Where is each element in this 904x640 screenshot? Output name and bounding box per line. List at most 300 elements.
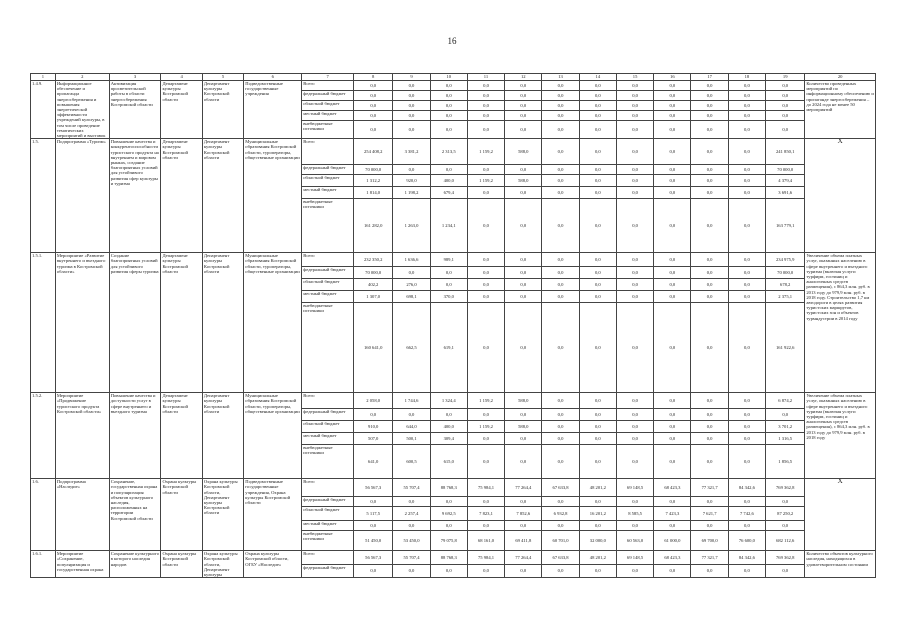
value-cell: 0,0 — [728, 497, 765, 507]
value-cell: 0,0 — [505, 564, 542, 578]
value-cell: 163 779,1 — [766, 199, 805, 253]
source-cell: внебюджетные источники — [302, 199, 354, 253]
value-cell: 0,0 — [616, 421, 653, 433]
value-cell: 84 342,6 — [728, 551, 765, 565]
value-cell: 48 201,2 — [579, 551, 616, 565]
header-cell: 6 — [244, 74, 302, 81]
value-cell: 32 000,0 — [579, 531, 616, 551]
value-cell: 0,0 — [505, 303, 542, 393]
value-cell: 0,0 — [654, 139, 691, 165]
source-cell: местный бюджет — [302, 111, 354, 121]
value-cell: 0,0 — [728, 139, 765, 165]
value-cell: 69 148,5 — [616, 479, 653, 497]
value-cell: 402,2 — [354, 279, 393, 291]
value-cell: 0,0 — [393, 81, 430, 91]
source-cell: Всего — [302, 81, 354, 91]
value-cell: 769 362,8 — [766, 551, 805, 565]
value-cell: 0,0 — [579, 393, 616, 409]
value-cell: 7 423,3 — [654, 507, 691, 521]
value-cell: 0,0 — [766, 81, 805, 91]
value-cell: 0,0 — [579, 564, 616, 578]
value-cell: 0,0 — [430, 409, 467, 421]
cell-resp: Департамент культуры Костромской области — [161, 393, 202, 479]
value-cell: 0,0 — [691, 267, 728, 279]
value-cell: 0,0 — [467, 267, 504, 279]
value-cell: 0,0 — [579, 433, 616, 445]
value-cell: 1 744,6 — [393, 393, 430, 409]
cell-recipients: Подведомственные государственные учреждения, Охрана культуры Костромской области — [244, 479, 302, 551]
value-cell: 0,0 — [728, 303, 765, 393]
value-cell: 0,0 — [393, 521, 430, 531]
value-cell: 0,0 — [430, 91, 467, 101]
value-cell: 0,0 — [542, 393, 579, 409]
value-cell: 55 707,4 — [393, 479, 430, 497]
value-cell: 56 567,3 — [354, 551, 393, 565]
value-cell: 0,0 — [467, 101, 504, 111]
value-cell: 0,0 — [616, 564, 653, 578]
value-cell: 910,0 — [354, 421, 393, 433]
value-cell: 0,0 — [579, 165, 616, 175]
value-cell: 5 117,5 — [354, 507, 393, 521]
header-cell: 14 — [579, 74, 616, 81]
source-cell: Всего — [302, 479, 354, 497]
value-cell: 0,0 — [766, 409, 805, 421]
value-cell: 0,0 — [467, 521, 504, 531]
value-cell: 0,0 — [430, 101, 467, 111]
value-cell: 0,0 — [542, 267, 579, 279]
value-cell: 0,0 — [354, 101, 393, 111]
budget-table — [30, 73, 876, 578]
value-cell: 3 381,2 — [393, 139, 430, 165]
cell-id: 1.4.9. — [31, 81, 56, 139]
value-cell: 0,0 — [728, 199, 765, 253]
value-cell: 920,0 — [393, 175, 430, 187]
cell-name: Мероприятие «Сохранение, популяризация и государственная охрана — [55, 551, 109, 578]
value-cell: 0,0 — [654, 421, 691, 433]
value-cell: 0,0 — [728, 521, 765, 531]
value-cell: 0,0 — [654, 521, 691, 531]
value-cell: 1 159,2 — [467, 393, 504, 409]
value-cell: 161 282,0 — [354, 199, 393, 253]
value-cell: 0,0 — [579, 81, 616, 91]
value-cell: 0,0 — [654, 253, 691, 267]
value-cell: 0,0 — [393, 165, 430, 175]
value-cell: 234 975,9 — [766, 253, 805, 267]
cell-coexec: Департамент культуры Костромской области — [202, 393, 243, 479]
cell-goal: Повышение качества и доступности услуг в сфере внутреннего и въездного туризма — [109, 393, 161, 479]
value-cell: 0,0 — [505, 409, 542, 421]
value-cell: 48 201,2 — [579, 479, 616, 497]
value-cell: 53 450,0 — [393, 531, 430, 551]
value-cell: 0,0 — [542, 521, 579, 531]
value-cell: 0,0 — [766, 121, 805, 139]
value-cell: 0,0 — [616, 303, 653, 393]
value-cell: 0,0 — [505, 497, 542, 507]
value-cell: 70 000,0 — [766, 267, 805, 279]
cell-resp: Департамент культуры Костромской области — [161, 253, 202, 393]
cell-id: 1.6. — [31, 479, 56, 551]
value-cell: 0,0 — [467, 303, 504, 393]
cell-name: Подпрограмма «Туризм» — [55, 139, 109, 253]
source-cell: Всего — [302, 139, 354, 165]
source-cell: областной бюджет — [302, 101, 354, 111]
cell-goal: Повышение качества и конкурентоспособности туристского продукта на внутреннем и мировом рынках, создание благоприятных условий для устойчивого развития сфер культуры и туризма — [109, 139, 161, 253]
value-cell: 0,0 — [579, 111, 616, 121]
value-cell: 0,0 — [728, 291, 765, 303]
value-cell: 0,0 — [505, 253, 542, 267]
value-cell: 0,0 — [542, 303, 579, 393]
value-cell: 0,0 — [728, 267, 765, 279]
value-cell: 0,0 — [579, 409, 616, 421]
table-row — [31, 81, 876, 91]
value-cell: 989,1 — [430, 253, 467, 267]
value-cell: 0,0 — [654, 111, 691, 121]
value-cell: 370,0 — [430, 291, 467, 303]
cell-recipients: Подведомственные государственные учреждения — [244, 81, 302, 139]
cell-recipients: Муниципальные образования Костромской области, туроператоры, общественные организации — [244, 253, 302, 393]
value-cell: 6 932,8 — [542, 507, 579, 521]
value-cell: 77 321,7 — [691, 479, 728, 497]
value-cell: 0,0 — [616, 445, 653, 479]
value-cell: 0,0 — [430, 111, 467, 121]
value-cell: 0,0 — [505, 187, 542, 199]
value-cell: 769 362,8 — [766, 479, 805, 497]
value-cell: 7 742,6 — [728, 507, 765, 521]
value-cell: 2 058,0 — [354, 393, 393, 409]
source-cell: федеральный бюджет — [302, 409, 354, 421]
value-cell: 0,0 — [691, 199, 728, 253]
value-cell: 6 874,2 — [766, 393, 805, 409]
value-cell: 0,0 — [354, 409, 393, 421]
header-cell: 2 — [55, 74, 109, 81]
cell-recipients: Муниципальные образования Костромской области, туроператоры, общественные организации — [244, 139, 302, 253]
value-cell: 1 263,0 — [393, 199, 430, 253]
value-cell: 0,0 — [393, 111, 430, 121]
header-cell: 1 — [31, 74, 56, 81]
value-cell: 0,0 — [542, 187, 579, 199]
value-cell: 0,0 — [691, 101, 728, 111]
value-cell: 0,0 — [691, 175, 728, 187]
source-cell: внебюджетные источники — [302, 303, 354, 393]
value-cell: 0,0 — [616, 279, 653, 291]
value-cell: 60 563,0 — [616, 531, 653, 551]
cell-name: Мероприятие «Развитие внутреннего и въездного туризма в Костромской области» — [55, 253, 109, 393]
table-row — [31, 393, 876, 409]
value-cell: 241 850,1 — [766, 139, 805, 165]
value-cell: 68 423,3 — [654, 551, 691, 565]
header-cell: 12 — [505, 74, 542, 81]
cell-name: Мероприятие «Продвижение туристского продукта Костромской области» — [55, 393, 109, 479]
value-cell: 0,0 — [728, 81, 765, 91]
value-cell: 0,0 — [505, 433, 542, 445]
value-cell: 0,0 — [467, 409, 504, 421]
cell-coexec: Департамент культуры Костромской области — [202, 253, 243, 393]
value-cell: 698,1 — [393, 291, 430, 303]
value-cell: 0,0 — [467, 445, 504, 479]
value-cell: 69 700,0 — [691, 531, 728, 551]
value-cell: 662,5 — [393, 303, 430, 393]
value-cell: 0,0 — [354, 121, 393, 139]
value-cell: 0,0 — [766, 521, 805, 531]
value-cell: 0,0 — [766, 564, 805, 578]
value-cell: 619,1 — [430, 303, 467, 393]
value-cell: 0,0 — [654, 497, 691, 507]
value-cell: 161 922,6 — [766, 303, 805, 393]
value-cell: 0,0 — [542, 121, 579, 139]
cell-goal: Сохранение, государственная охрана и популяризация объектов культурного наследия, расположенных на территории Костромской области — [109, 479, 161, 551]
value-cell: 0,0 — [691, 279, 728, 291]
value-cell: 588,0 — [505, 139, 542, 165]
value-cell: 0,0 — [467, 165, 504, 175]
value-cell: 0,0 — [579, 279, 616, 291]
value-cell: 0,0 — [654, 101, 691, 111]
value-cell: 0,0 — [430, 121, 467, 139]
value-cell: 0,0 — [728, 175, 765, 187]
value-cell: 500,1 — [393, 433, 430, 445]
result-cell: X — [805, 139, 876, 253]
value-cell: 588,0 — [505, 175, 542, 187]
value-cell: 0,0 — [505, 111, 542, 121]
value-cell: 0,0 — [505, 291, 542, 303]
header-cell: 18 — [728, 74, 765, 81]
value-cell: 0,0 — [728, 445, 765, 479]
value-cell: 0,0 — [467, 291, 504, 303]
value-cell: 1 198,2 — [393, 187, 430, 199]
source-cell: областной бюджет — [302, 507, 354, 521]
value-cell: 0,0 — [654, 267, 691, 279]
header-cell: 7 — [302, 74, 354, 81]
value-cell: 77 321,7 — [691, 551, 728, 565]
value-cell: 0,0 — [467, 497, 504, 507]
value-cell: 0,0 — [728, 564, 765, 578]
value-cell: 2 257,4 — [393, 507, 430, 521]
source-cell: Всего — [302, 551, 354, 565]
cell-goal: Создание благоприятных условий для устойчивого развития сферы туризма — [109, 253, 161, 393]
value-cell: 0,0 — [579, 199, 616, 253]
value-cell: 0,0 — [430, 81, 467, 91]
header-cell: 5 — [202, 74, 243, 81]
value-cell: 0,0 — [505, 121, 542, 139]
page-number: 16 — [447, 36, 457, 46]
value-cell: 0,0 — [354, 111, 393, 121]
value-cell: 0,0 — [430, 279, 467, 291]
value-cell: 70 000,0 — [766, 165, 805, 175]
value-cell: 0,0 — [691, 291, 728, 303]
header-cell: 16 — [654, 74, 691, 81]
value-cell: 0,0 — [542, 139, 579, 165]
value-cell: 0,0 — [728, 279, 765, 291]
value-cell: 0,0 — [542, 101, 579, 111]
value-cell: 2 313,5 — [430, 139, 467, 165]
value-cell: 309,4 — [430, 433, 467, 445]
value-cell: 9 692,5 — [430, 507, 467, 521]
cell-goal: Активизация просветительской работы в области энергосбережения Костромской области — [109, 81, 161, 139]
value-cell: 400,0 — [430, 175, 467, 187]
value-cell: 0,0 — [579, 445, 616, 479]
value-cell: 0,0 — [616, 139, 653, 165]
value-cell: 678,2 — [766, 279, 805, 291]
source-cell: Всего — [302, 253, 354, 267]
value-cell: 0,0 — [579, 187, 616, 199]
source-cell: федеральный бюджет — [302, 497, 354, 507]
value-cell: 0,0 — [354, 521, 393, 531]
value-cell: 0,0 — [654, 81, 691, 91]
value-cell: 0,0 — [691, 421, 728, 433]
value-cell: 0,0 — [579, 101, 616, 111]
source-cell: Всего — [302, 393, 354, 409]
value-cell: 0,0 — [393, 91, 430, 101]
value-cell: 0,0 — [542, 421, 579, 433]
cell-resp: Департамент культуры Костромской области — [161, 139, 202, 253]
cell-coexec: Департамент культуры Костромской области — [202, 139, 243, 253]
value-cell: 75 984,1 — [467, 551, 504, 565]
header-cell: 19 — [766, 74, 805, 81]
table-row — [31, 479, 876, 497]
value-cell: 1 856,5 — [766, 445, 805, 479]
source-cell: областной бюджет — [302, 279, 354, 291]
value-cell: 0,0 — [467, 199, 504, 253]
value-cell: 69 148,5 — [616, 551, 653, 565]
value-cell: 0,0 — [616, 175, 653, 187]
value-cell: 0,0 — [766, 101, 805, 111]
value-cell: 679,4 — [430, 187, 467, 199]
value-cell: 0,0 — [354, 91, 393, 101]
value-cell: 88 768,3 — [430, 551, 467, 565]
value-cell: 0,0 — [728, 409, 765, 421]
value-cell: 61 000,0 — [654, 531, 691, 551]
cell-id: 1.6.1. — [31, 551, 56, 578]
value-cell: 0,0 — [505, 521, 542, 531]
header-cell: 13 — [542, 74, 579, 81]
value-cell: 0,0 — [616, 497, 653, 507]
value-cell: 0,0 — [654, 433, 691, 445]
value-cell: 0,0 — [691, 187, 728, 199]
value-cell: 0,0 — [542, 253, 579, 267]
table-row — [31, 253, 876, 267]
source-cell: федеральный бюджет — [302, 267, 354, 279]
value-cell: 0,0 — [691, 91, 728, 101]
value-cell: 0,0 — [467, 111, 504, 121]
value-cell: 0,0 — [654, 279, 691, 291]
value-cell: 1 234,1 — [430, 199, 467, 253]
value-cell: 0,0 — [579, 91, 616, 101]
value-cell: 1 312,2 — [354, 175, 393, 187]
value-cell: 0,0 — [691, 445, 728, 479]
value-cell: 0,0 — [542, 564, 579, 578]
value-cell: 0,0 — [616, 199, 653, 253]
source-cell: местный бюджет — [302, 291, 354, 303]
value-cell: 7 852,6 — [505, 507, 542, 521]
value-cell: 588,0 — [505, 393, 542, 409]
value-cell: 0,0 — [616, 121, 653, 139]
result-cell: Увеличение объема платных услуг, оказанных населению в сфере внутреннего и въездного туризма (включая услуги турфирм, гостиниц и аналогичных средств размещения), с 864,3 млн. руб. в 2013 году до 979,9 млн. руб. в 2018 году. Строительство 1,7 км автодороги в целях развития туристских маршрутов, туристских зон и объектов турмндустрии в 2014 году — [805, 253, 876, 393]
value-cell: 8 585,5 — [616, 507, 653, 521]
value-cell: 400,0 — [430, 421, 467, 433]
value-cell: 0,0 — [542, 279, 579, 291]
value-cell: 600,5 — [393, 445, 430, 479]
value-cell: 0,0 — [467, 91, 504, 101]
value-cell: 0,0 — [766, 91, 805, 101]
value-cell: 0,0 — [691, 165, 728, 175]
value-cell: 0,0 — [430, 521, 467, 531]
value-cell: 0,0 — [616, 267, 653, 279]
source-cell: областной бюджет — [302, 175, 354, 187]
value-cell: 0,0 — [542, 433, 579, 445]
cell-resp: Департамент культуры Костромской области — [161, 81, 202, 139]
value-cell: 0,0 — [616, 291, 653, 303]
value-cell: 0,0 — [654, 393, 691, 409]
value-cell: 0,0 — [579, 267, 616, 279]
value-cell: 0,0 — [354, 564, 393, 578]
value-cell: 0,0 — [579, 303, 616, 393]
result-cell: Увеличение объема платных услуг, оказанных населению в сфере внутреннего и въездного туризма (включая услуги турфирм, гостиниц и аналогичных средств размещения), с 864,3 млн. руб. в 2013 году до 979,9 млн. руб. в 2018 году — [805, 393, 876, 479]
value-cell: 0,0 — [505, 199, 542, 253]
value-cell: 0,0 — [393, 121, 430, 139]
value-cell: 644,0 — [393, 421, 430, 433]
value-cell: 1 159,2 — [467, 175, 504, 187]
value-cell: 2 375,1 — [766, 291, 805, 303]
value-cell: 0,0 — [467, 433, 504, 445]
source-cell: внебюджетные источники — [302, 531, 354, 551]
value-cell: 0,0 — [616, 393, 653, 409]
source-cell: местный бюджет — [302, 433, 354, 445]
value-cell: 254 408,2 — [354, 139, 393, 165]
value-cell: 16 201,2 — [579, 507, 616, 521]
value-cell: 7 823,1 — [467, 507, 504, 521]
value-cell: 0,0 — [579, 291, 616, 303]
result-cell: X — [805, 479, 876, 551]
value-cell: 0,0 — [691, 564, 728, 578]
value-cell: 0,0 — [467, 279, 504, 291]
value-cell: 0,0 — [616, 433, 653, 445]
header-cell: 3 — [109, 74, 161, 81]
value-cell: 0,0 — [654, 91, 691, 101]
value-cell: 0,0 — [616, 165, 653, 175]
value-cell: 68 161,0 — [467, 531, 504, 551]
value-cell: 1 159,2 — [467, 139, 504, 165]
value-cell: 0,0 — [505, 445, 542, 479]
source-cell: федеральный бюджет — [302, 564, 354, 578]
value-cell: 1 814,0 — [354, 187, 393, 199]
value-cell: 0,0 — [691, 303, 728, 393]
source-cell: местный бюджет — [302, 187, 354, 199]
header-row — [31, 74, 876, 81]
value-cell: 0,0 — [691, 111, 728, 121]
value-cell: 0,0 — [654, 175, 691, 187]
value-cell: 67 633,8 — [542, 479, 579, 497]
value-cell: 0,0 — [728, 121, 765, 139]
value-cell: 0,0 — [654, 291, 691, 303]
value-cell: 77 264,4 — [505, 551, 542, 565]
header-cell: 17 — [691, 74, 728, 81]
value-cell: 7 621,7 — [691, 507, 728, 521]
value-cell: 0,0 — [579, 497, 616, 507]
header-cell: 11 — [467, 74, 504, 81]
value-cell: 0,0 — [728, 101, 765, 111]
value-cell: 0,0 — [766, 497, 805, 507]
cell-coexec: Департамент культуры Костромской области — [202, 81, 243, 139]
value-cell: 0,0 — [616, 253, 653, 267]
value-cell: 0,0 — [467, 253, 504, 267]
source-cell: федеральный бюджет — [302, 91, 354, 101]
value-cell: 0,0 — [616, 81, 653, 91]
value-cell: 0,0 — [654, 121, 691, 139]
value-cell: 0,0 — [616, 91, 653, 101]
value-cell: 3 701,2 — [766, 421, 805, 433]
value-cell: 641,0 — [354, 445, 393, 479]
cell-id: 1.5. — [31, 139, 56, 253]
value-cell: 75 984,1 — [467, 479, 504, 497]
